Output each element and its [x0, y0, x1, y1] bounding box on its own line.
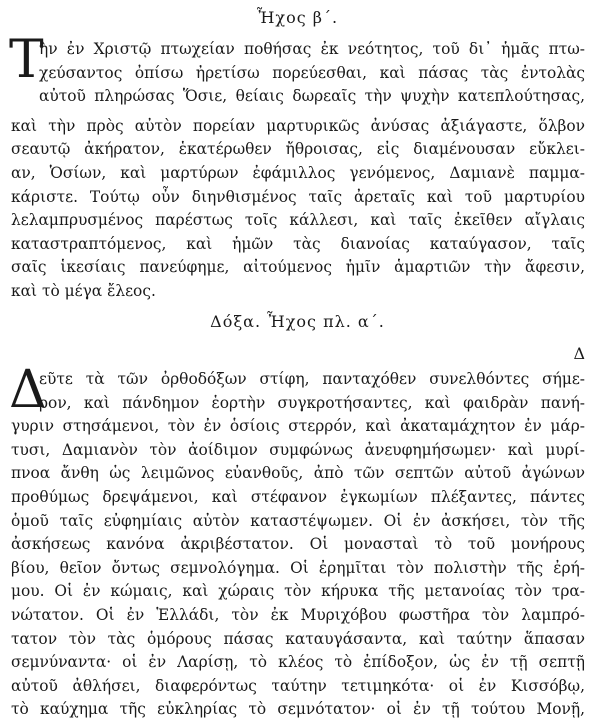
text-line: αὐτοῦ ἀθλήσει, διαφερόντως ταύτην τετιμηκότα· οἱ ἐν Κισσόβῳ,	[11, 676, 585, 695]
hymn-paragraph-1	[11, 38, 585, 304]
text-line: σεαυτῷ ἀκήρατον, ἑκατέρωθεν ἤθροισας, εἰς διαμένουσαν εὔκλει-	[11, 140, 585, 159]
tone-heading: Ἦχος β΄.	[256, 8, 339, 27]
text-line: καὶ τὸ μέγα ἔλεος.	[11, 281, 156, 300]
hymn-paragraph-2	[11, 368, 585, 722]
text-line: προθύμως δρεψάμενοι, καὶ στέφανον ἐγκωμίων πλέξαντες, πάντες	[11, 487, 585, 506]
text-line: ρον, καὶ πάνδημον ἑορτὴν συγκροτήσαντες, καὶ φαιδρὰν πανή-	[39, 393, 585, 412]
drop-cap-letter: Τ	[9, 30, 44, 90]
text-line: νώτατον. Οἱ ἐν Ἑλλάδι, τὸν ἐκ Μυριχόβου φωστῆρα τὸν λαμπρό-	[11, 605, 585, 624]
text-line: ὁμοῦ ταῖς εὐφημίαις αὐτὸν καταστέψωμεν. Οἱ ἐν ἀσκήσει, τὸν τῆς	[11, 511, 585, 530]
margin-letter: Δ	[573, 344, 585, 363]
drop-cap-letter: Δ	[9, 360, 47, 420]
text-line: τατον τὸν τὰς ὁμόρους πάσας καταυγάσαντα, καὶ ταύτην ἅπασαν	[11, 629, 585, 648]
text-line: εῦτε τὰ τῶν ὀρθοδόξων στίφη, πανταχόθεν συνελθόντες σήμε-	[39, 370, 585, 388]
text-line: αὐτοῦ πληρώσας Ὅσιε, θείαις δωρεαῖς τὴν ψυχὴν κατεπλούτησας,	[39, 87, 585, 106]
text-line: πνοα ἄνθη ὡς λειμῶνος εὐανθοῦς, ἀπὸ τῶν σεπτῶν αὐτοῦ ἀγώνων	[11, 464, 585, 483]
text-line: τὸ καύχημα τῆς εὐκληρίας τὸ σεμνότατον· οἱ ἐν τῇ τούτου Μονῇ,	[11, 700, 585, 719]
text-line: ἀσκήσεως κανόνα ἀκριβέστατον. Οἱ μονασταὶ τὸ τοῦ μονήρους	[11, 535, 585, 554]
text-line: σαῖς ἱκεσίαις πανεύφημε, αἰτούμενος ἡμῖν ἁμαρτιῶν τὴν ἄφεσιν,	[11, 258, 585, 277]
text-line: ὴν ἐν Χριστῷ πτωχείαν ποθήσας ἐκ νεότητος, τοῦ δι᾿ ἡμᾶς πτω-	[39, 40, 585, 58]
text-line: καταστραπτόμενος, καὶ ἡμῶν τὰς διανοίας καταύγασον, ταῖς	[11, 234, 585, 253]
text-line: λελαμπρυσμένος παρέστως τοῖς κάλλεσι, καὶ ταῖς ἐκεῖθεν αἴγλαις	[11, 211, 585, 230]
text-line: γυριν στησάμενοι, τὸν ἐν ὁσίοις στερρόν, καὶ ἀκαταμάχητον ἐν μάρ-	[11, 417, 585, 436]
text-line: βίου, θεῖον ὄντως σεμνολόγημα. Οἱ ἐρημῖται τὸν πολιστὴν τῆς ἐρή-	[11, 558, 585, 577]
doxa-heading: Δόξα. Ἦχος πλ. α΄.	[210, 312, 385, 331]
text-line: χεύσαντος ὀπίσω ἠρετίσω πορεύεσθαι, καὶ πάσας τὰς ἐντολὰς	[39, 63, 585, 82]
text-line: σεμνύναντα· οἱ ἐν Λαρίσῃ, τὸ κλέος τὸ ἐπίδοξον, ὡς ἐν τῇ σεπτῇ	[11, 653, 585, 672]
text-line: καὶ τὴν πρὸς αὐτὸν πορείαν μαρτυρικῶς ἀνύσας ἀξιάγαστε, ὅλβον	[11, 116, 585, 135]
text-line: αν, Ὁσίων, καὶ μαρτύρων ἐφάμιλλος γενόμενος, Δαμιανὲ παμμα-	[11, 163, 585, 182]
text-line: τυσι, Δαμιανὸν τὸν ἀοίδιμον συμφώνως ἀνευφημήσωμεν· καὶ μυρί-	[11, 440, 585, 459]
text-line: κάριστε. Τούτῳ οὖν διηνθισμένος ταῖς ἀρεταῖς καὶ τοῦ μαρτυρίου	[11, 187, 585, 206]
text-line: μου. Οἱ ἐν κώμαις, καὶ χώραις τὸν κήρυκα τῆς μετανοίας τὸν τρα-	[11, 582, 585, 601]
